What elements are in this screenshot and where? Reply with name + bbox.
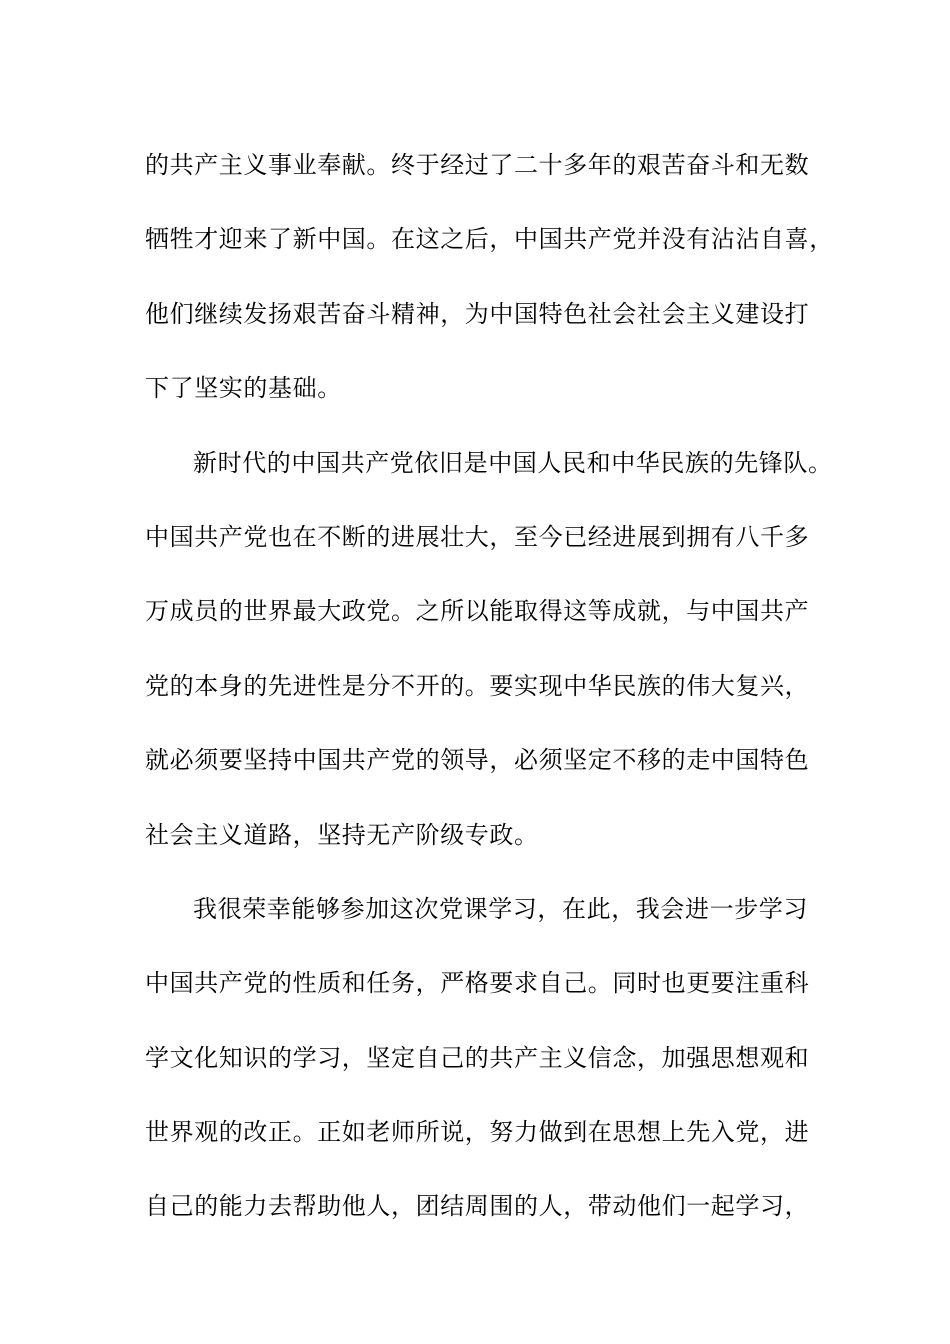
text-line: 牺牲才迎来了新中国。在这之后，中国共产党并没有沾沾自喜， xyxy=(145,225,834,254)
text-line: 世界观的改正。正如老师所说，努力做到在思想上先入党，进 xyxy=(145,1118,810,1147)
text-line: 中国共产党的性质和任务，严格要求自己。同时也更要注重科 xyxy=(145,969,810,998)
paragraph-start-line: 我很荣幸能够参加这次党课学习，在此，我会进一步学习 xyxy=(193,894,808,923)
text-line: 的共产主义事业奉献。终于经过了二十多年的艰苦奋斗和无数 xyxy=(145,151,810,179)
text-line: 党的本身的先进性是分不开的。要实现中华民族的伟大复兴， xyxy=(145,671,810,700)
text-line: 自己的能力去帮助他人，团结周围的人，带动他们一起学习， xyxy=(145,1192,810,1221)
paragraph-start-line: 新时代的中国共产党依旧是中国人民和中华民族的先锋队。 xyxy=(193,448,833,477)
text-line: 社会主义道路，坚持无产阶级专政。 xyxy=(145,820,539,849)
text-line: 就必须要坚持中国共产党的领导，必须坚定不移的走中国特色 xyxy=(145,746,810,775)
text-line: 万成员的世界最大政党。之所以能取得这等成就，与中国共产 xyxy=(145,597,810,626)
text-line: 学文化知识的学习，坚定自己的共产主义信念，加强思想观和 xyxy=(145,1043,810,1072)
document-body xyxy=(145,128,834,1244)
text-line: 中国共产党也在不断的进展壮大，至今已经进展到拥有八千多 xyxy=(145,522,810,551)
text-line: 他们继续发扬艰苦奋斗精神，为中国特色社会社会主义建设打 xyxy=(145,299,810,328)
text-line: 下了坚实的基础。 xyxy=(145,374,342,403)
